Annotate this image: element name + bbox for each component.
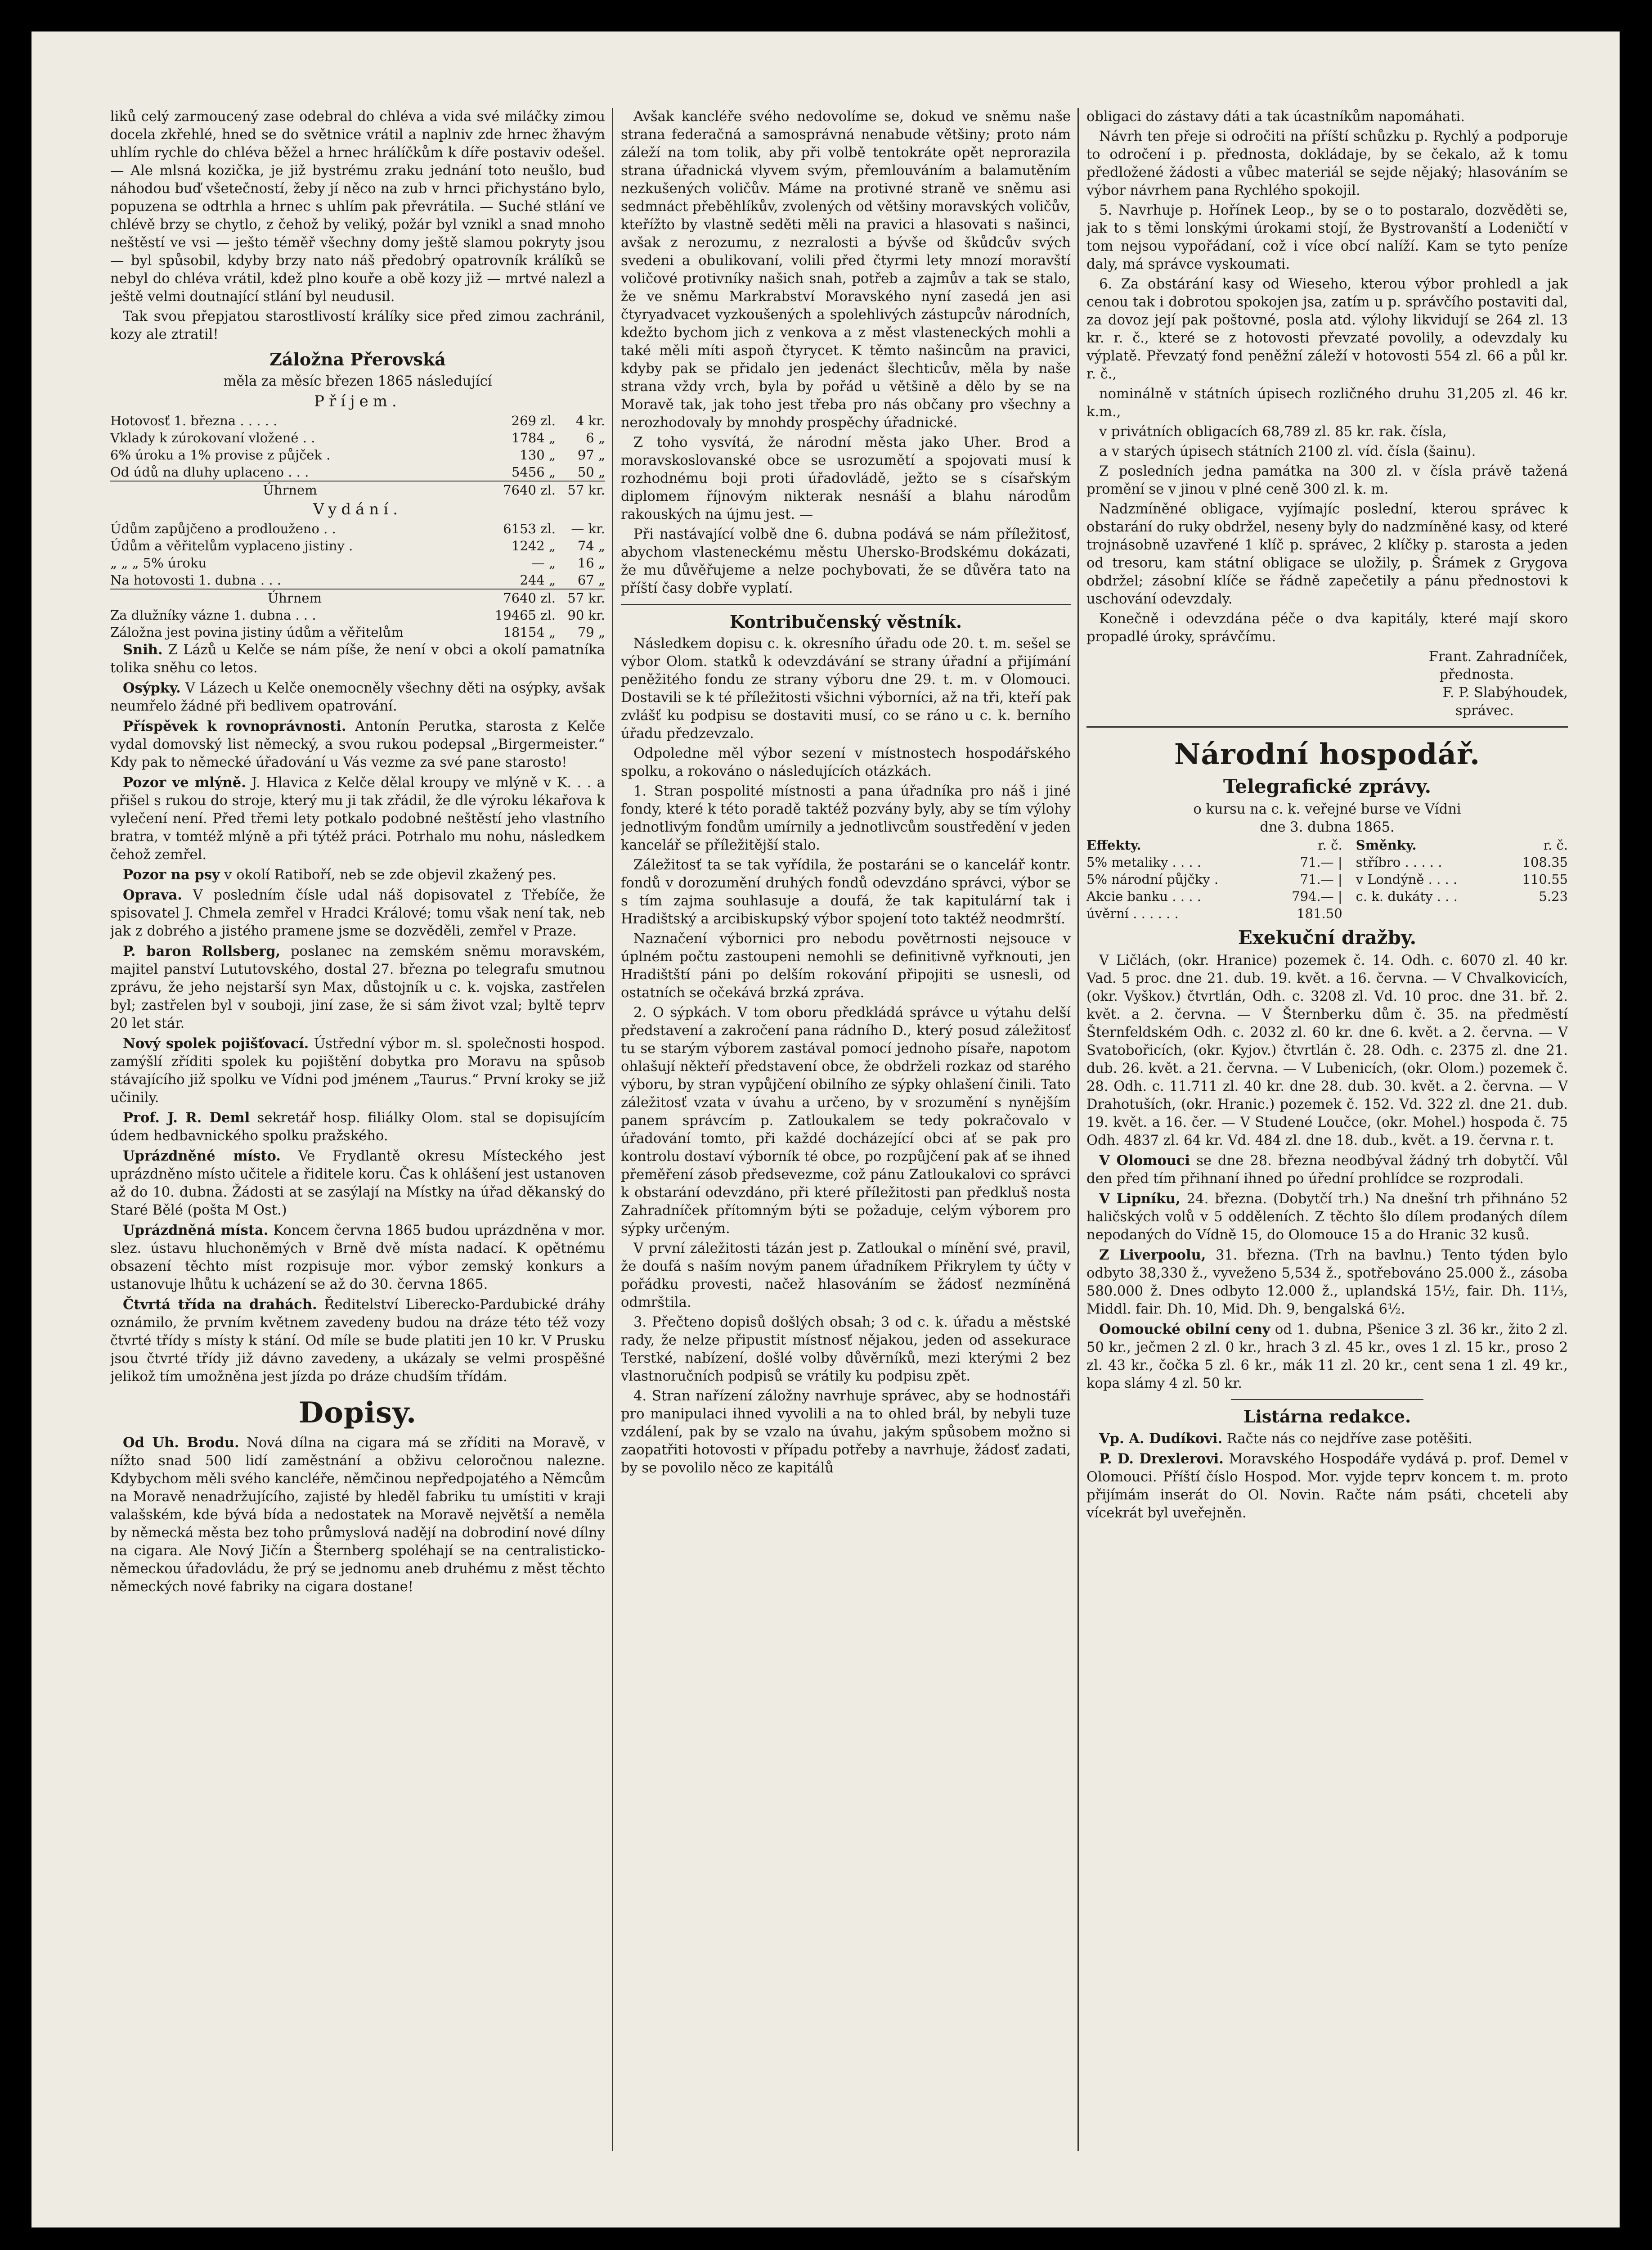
news-item	[110, 1109, 605, 1145]
column-middle	[621, 108, 1071, 2160]
table-row: Záložna jest povina jistiny údům a věřitelům 18154 „ 79 „	[110, 625, 605, 640]
table-row: Od údů na dluhy uplaceno . . . 5456 „ 50 „	[110, 464, 605, 480]
table-row: Za dlužníky vázne 1. dubna . . . 19465 zl. 90 kr.	[110, 608, 605, 623]
news-item	[110, 717, 605, 772]
news-item-text: Antonín Perutka, starosta z Kelče vydal domovský list německý, a svou rukou podepsal „Birgermeister.“ Kdy pak to německé úřadování u Vás vezme za své pane starosto!	[110, 719, 605, 770]
section-divider	[1086, 726, 1568, 728]
table-row: 5% národní půjčky . 71.— | v Londýně . . . . 110.55	[1086, 872, 1568, 887]
article-paragraph: 4. Stran nařízení záložny navrhuje správec, aby se hodnostáři pro manipulaci ihned vyvolili a na to ohled brál, by nebyli tuze vzdálení, pak by se vzalo na úvahu, jakým spůsobem možno si zaopatřiti hotovosti v případu potřeby a navrhuje, žádosť zadati, by se povolilo něco ze kapitálů	[621, 1388, 1071, 1476]
column-rule	[1077, 108, 1079, 2151]
article-paragraph: Nadzmíněné obligace, vyjímajíc poslední, kterou správec k obstarání do ruky obdržel, neseny byly do nadzmíněné kasy, od které trojnásobně uzavřené 1 klíč p. správec, 2 klíčky p. starosta a jeden od tresoru, kam státní obligace se uložily, p. Šrámek z Grygova obdržel; zásobní klíče se řádně zapečetily a pánu přednostovi k uschování odevzdaly.	[1086, 501, 1568, 607]
story-goats: liků celý zarmoucený zase odebral do chléva a vida své miláčky zimou docela zkřehlé, hned se do světnice vrátil a naplniv zde hrnec žhavým uhlím rychle do chléva běžel a hrnec hrálíčkům k díře postaviv odešel. — Ale mlsná kozička, je již bystrému zraku jednání toto neušlo, buď náhodou buď všetečností, žeby jí něco na zub v hrnci přichystáno bylo, popuzena se odtrhla a hrnec s uhlím pak převrátila. — Suché stlání ve chlévě brzy se chytlo, z čehož by veliký, požár byl vznikl a snad mnoho neštěstí ve vsi — ješto téměř všechny domy ještě slamou pokryty jsou — byl spůsobil, kdyby brzy nato náš předobrý opatrovník králíků se nebyl do chléva vrátil, kdež plno kouře a obě kozy již — mrtvé nalezl a ještě velmi doutnající stlání byl neudusil.	[110, 109, 605, 305]
news-item-text: sekretář hosp. filiálky Olom. stal se dopisujícím údem hedbavnického spolku pražského.	[110, 1110, 605, 1144]
article-paragraph: V Ličlách, (okr. Hranice) pozemek č. 14. Odh. c. 6070 zl. 40 kr. Vad. 5 proc. dne 21. dub. 19. květ. a 16. června. — V Chvalkovicích, (okr. Vyškov.) čtvrtlán, Odh. c. 3208 zl. Vd. 10 proc. dne 31. bř. 2. květ. a 2. června. — V Šternberku dům č. 35. na předměstí Šternfeldském Odh. c. 2032 zl. 60 kr. dne 6. květ. a 2. června. — V Svatobořicích, (okr. Kyjov.) čtvrtlán č. 28. Odh. c. 2375 zl. dne 21. dub. 26. květ. a 21. června. — V Lubenicích, (okr. Olom.) pozemek č. 28. Odh. c. 11.711 zl. 40 kr. dne 28. dub. 30. květ. a 2. června. — V Drahotuších, (okr. Hranic.) pozemek č. 152. Vd. 322 zl. dne 21. dub. 19. květ. a 16. čer. — V Studené Loučce, (okr. Mohel.) hospoda č. 75 Odh. 4837 zl. 64 kr. Vd. 484 zl. dne 18. dub., květ. a 19. června r. t.	[1086, 953, 1568, 1148]
market-liverpool: Z Liverpoolu, 31. března. (Trh na bavlnu.) Tento týden bylo odbyto 38,330 ž., vyveženo 5,534 ž., spotřebováno 25.000 ž., zásoba 580.000 ž. Dnes odbyto 12.000 ž., uplandská 15½, fair. Dh. 11⅓, Middl. fair. Dh. 10, Mid. Dh. 9, bengalská 6½.	[1086, 1247, 1568, 1317]
news-item-lead: Uprázdněné místo.	[123, 1148, 281, 1164]
table-row: 5% metaliky . . . . 71.— | stříbro . . . . . 108.35	[1086, 855, 1568, 870]
article-paragraph: Následkem dopisu c. k. okresního úřadu ode 20. t. m. sešel se výbor Olom. statků k odevzdávání se strany úřadní a přijímání peněžitého fondu ze strany výboru dne 29. t. m. v Olomouci. Dostavili se k té příležitosti všichni výborníci, až na tři, kteří pak zvlášť ku podpisu se dostaviti musí, co se ráno u c. k. berního úřadu předzevzalo.	[621, 636, 1071, 742]
article-paragraph: 2. O sýpkách. V tom oboru předkládá správce u výtahu delší představení a zakročení pana rádního D., který posud záležitosť tu se starým výborem zastával pomocí jednoho písaře, napotom ohlašují někteří představení obce, že obdrželi rozkaz od starého výboru, by stran vypůjčení obilního ze sýpky ohlašení činili. Tato záležitosť vzata v úvahu a určeno, by v srozumění s nynějším panem správcím p. Zatloukalem se tedy pokračovalo v úřadování tomto, při každé docházející obci ať se pak pro kontrolu dostaví výborník té obce, po rozpůjčení pak ať se ihned přeměření zásob předsevezme, což pánu Zatloukalovi co správci k obstarání odevzdáno, při které příležitosti pan předkluš nosta Zahradníček přítomným býti se požaduje, celým výborem pro sýpky určeným.	[621, 1005, 1071, 1237]
news-item	[110, 774, 605, 864]
news-item-lead: Pozor na psy	[123, 867, 220, 883]
prijem-table	[110, 412, 605, 499]
article-paragraph: 5. Navrhuje p. Hořínek Leop., by se o to postaralo, dozvěděti se, jak to s těmi lonskými úrokami stojí, že Bystrovanští a Lodeničtí v tom nejsou vypořádaní, což i více obcí nalíží. Kam se tyto peníze daly, má správce vyskoumati.	[1086, 202, 1568, 272]
article-paragraph: a v starých úpisech státních 2100 zl. víd. čísla (šainu).	[1099, 444, 1476, 459]
article-paragraph: Záležitosť ta se tak vyřídila, že postaráni se o kancelář kontr. fondů v dorozumění druhých fondů odevzdáno správci, výbor se s tím zajma souhlasuje a doufá, že tak kapitulární tak i Hradištský a arcibiskupský výbor spojení toto taktéž neodmrští.	[621, 857, 1071, 927]
news-item	[110, 641, 605, 677]
news-item	[110, 866, 605, 884]
dopis-uh-brod	[110, 1434, 605, 1596]
article-paragraph: 6. Za obstárání kasy od Wieseho, kterou výbor prohledl a jak cenou tak i dobrotou spokojen jsa, zatím u p. správčího postaviti dal, za dovoz její pak poštovné, posla atd. výlohy likvidují se 264 zl. 13 kr. r. č., které se z hotovosti převzaté povolily, a odevzdaly ku výplatě. Převzatý fond peněžní záleží v hotovosti 554 zl. 66 a půl kr. r. č.,	[1086, 276, 1568, 382]
news-item-lead: Osýpky.	[123, 680, 181, 696]
news-item-text: Ve Frydlantě okresu Místeckého jest uprázdněno místo učitele a řiditele koru. Čas k ohlášení jest ustanoven až do 10. dubna. Žádosti at se zasýlají na Místky na úřad děkanský do Staré Bělé (pošta M Ost.)	[110, 1148, 605, 1218]
vydani-title: Vydání.	[313, 500, 402, 518]
table-row: Akcie banku . . . . 794.— | c. k. dukáty . . . 5.23	[1086, 889, 1568, 904]
news-item-lead: Příspěvek k rovnoprávnosti.	[123, 718, 346, 734]
dopis-lead: Od Uh. Brodu.	[123, 1435, 239, 1451]
article-paragraph: Naznačení výbornici pro nebodu povětrnosti nejsouce v úplném počtu zastoupeni nemohli se definitivně vyřknouti, jen Hradištští páni po delším rokování připojiti se usnesli, od ostatních se očekává brzká zpráva.	[621, 931, 1071, 1001]
news-item-lead: Uprázdněná místa.	[123, 1222, 269, 1238]
article-paragraph: nominálně v státních úpisech rozličného druhu 31,205 zl. 46 kr. k.m.,	[1086, 386, 1568, 420]
news-item-text: poslanec na zemském sněmu moravském, majitel panství Lututovského, dostal 27. března po telegrafu smutnou zprávu, že jeho nejstarší syn Max, důstojník u c. k. vojska, zastřelen byl; zastřelen byl v souboji, jiní zase, že si sám život vzal; byltě teprv 20 let stár.	[110, 944, 605, 1031]
zalozna-subtitle: měla za měsíc březen 1865 následující	[223, 374, 492, 389]
exekucni-drazby-title: Exekuční dražby.	[1238, 927, 1417, 949]
news-item-lead: Nový spolek pojišťovací.	[123, 1035, 309, 1052]
editor-reply: P. D. Drexlerovi. Moravského Hospodáře vydává p. prof. Demel v Olomouci. Příští číslo Hospod. Mor. vyjde teprv koncem t. m. proto přijímám inserát do Ol. Novin. Račte nám psáti, chceteli aby vícekrát byl uveřejněn.	[1086, 1451, 1568, 1521]
market-olomouc: V Olomouci se dne 28. března neodbýval žádný trh dobytčí. Vůl den před tím přihnaní ihned po úřední prohlídce se rozprodali.	[1086, 1152, 1568, 1187]
market-lipnik: V Lipníku, 24. března. (Dobytčí trh.) Na dnešní trh přihnáno 52 haličských volů v 5 odděleních. Z těchto šlo dílem prodaných dílem nepodaných do Vídně 15, do Olomouce 15 a do Hranic 32 kusů.	[1086, 1191, 1568, 1243]
news-item-text: v okolí Ratiboří, neb se zde objevil zkažený pes.	[220, 867, 557, 883]
zalozna-title: Záložna Přerovská	[269, 349, 446, 369]
newspaper-page	[31, 32, 1620, 2228]
prijem-total-row: Úhrnem 7640 zl. 57 kr.	[110, 481, 605, 499]
article-paragraph: Při nastávající volbě dne 6. dubna podává se nám příležitosť, abychom vlasteneckému městu Uhersko-Brodskému dokázati, že mu důvěřujeme a nelze pochybovati, že se důvěra tato na příští časy dobře vyplatí.	[621, 526, 1071, 596]
news-item-lead: Prof. J. R. Deml	[123, 1110, 250, 1126]
signature-name: Frant. Zahradníček,	[1428, 649, 1568, 665]
table-row: Vklady k zúrokovaní vložené . . 1784 „ 6 „	[110, 430, 605, 446]
news-item-lead: Pozor ve mlýně.	[123, 774, 246, 791]
section-divider	[1231, 1399, 1423, 1400]
table-row: „ „ „ 5% úroku — „ 16 „	[110, 555, 605, 571]
column-left	[110, 108, 605, 2160]
news-item-text: Ústřední výbor m. sl. společnosti hospod. zamýšlí zříditi spolek ku pojištění dobytka pro Moravu na spůsob stávajícího již spolku ve Vídni pod jménem „Taurus.“ První kroky se již učinily.	[110, 1036, 605, 1106]
table-row: Údům zapůjčeno a prodlouženo . . 6153 zl. — kr.	[110, 521, 605, 536]
exchange-table	[1086, 837, 1568, 922]
kontribucensky-vestnik-title: Kontribučenský věstník.	[729, 612, 962, 632]
article-paragraph: Konečně i odevzdána péče o dva kapitály, které mají skoro propadlé úroky, správčímu.	[1086, 611, 1568, 645]
table-header: Effekty. r. č. Směnky. r. č.	[1086, 837, 1568, 853]
news-item	[110, 1035, 605, 1107]
article-paragraph: 3. Přečteno dopisů došlých obsah; 3 od c. k. úřadu a městské rady, že nelze připustit místnosť nějakou, jeden od assekurace Terstké, nabízení, došlé volby důvěrníků, mezi kterými 2 bez vlastnoručních podpisů se vrátily ku podpisu zpět.	[621, 1314, 1071, 1384]
news-item	[110, 679, 605, 716]
story-goats-end: Tak svou přepjatou starostlivostí králíky sice před zimou zachránil, kozy ale ztratil!	[110, 309, 605, 342]
table-row: úvěrní . . . . . . 181.50	[1086, 906, 1342, 921]
article-paragraph: obligaci do zástavy dáti a tak úcastníkům napomáhati.	[1086, 109, 1465, 125]
article-paragraph: Z posledních jedna památka na 300 zl. v čísla právě tažená promění se v jinou v plné ceně 300 zl. k. m.	[1086, 464, 1568, 497]
column-rule	[612, 108, 613, 2151]
news-list	[110, 641, 605, 1386]
news-item-text: V posledním čísle udal náš dopisovatel z Třebíče, že spisovatel J. Chmela zemřel v Hradci Králové; tomu však není tak, neb jak z dobrého a jistého pramene jsme se dozvěděli, zemřel v Praze.	[110, 887, 605, 939]
table-row: Hotovosť 1. března . . . . . 269 zl. 4 kr.	[110, 413, 605, 428]
news-item	[110, 1296, 605, 1386]
dopis-text: Nová dílna na cigara má se zříditi na Moravě, v nížto snad 500 lidí zaměstnání a obživu celoročnou nalezne. Kdybychom měli svého kancléře, němčinou nepředpojatého a Němcům na Moravě nenadržujícího, zajisté by hleděl fabriku tu umístiti v kraji valašském, kde bývá bída a nedostatek na Moravě největší a neměla by německá města bez toho průmyslová nadějí na dobrodiní nové dílny na cigara. Ale Nový Jičín a Šternberg spoléhají se na centralisticko-německou úřadovládu, že prý se jednomu aneb druhému z měst těchto německých nové fabriky na cigara dostane!	[110, 1435, 605, 1595]
grain-prices: Oomoucké obilní ceny od 1. dubna, Pšenice 3 zl. 36 kr., žito 2 zl. 50 kr., ječmen 2 zl. 0 kr., hrach 3 zl. 45 kr., oves 1 zl. 15 kr., proso 2 zl. 43 kr., čočka 5 zl. 6 kr., mák 11 zl. 20 kr., cent sena 1 zl. 49 kr., kopa slámy 4 zl. 50 kr.	[1086, 1321, 1568, 1391]
telegraficke-date: dne 3. dubna 1865.	[1260, 819, 1395, 835]
news-item-lead: Snih.	[123, 642, 163, 658]
news-item	[110, 886, 605, 940]
article-paragraph: Z toho vysvítá, že národní města jako Uher. Brod a moravskoslovanské obce se usrozumětí a spojovati musí k rozhodnému boji proti úřadovládě, ježto se s císařským diplomem říjnovým nikterak nesnáší a blahu národům rakouských na újmu jest. —	[621, 435, 1071, 522]
article-paragraph: Odpoledne měl výbor sezení v místnostech hospodářského spolku, a rokováno o následujících otázkách.	[621, 746, 1071, 779]
news-item-text: Koncem června 1865 budou uprázdněna v mor. slez. ústavu hluchoněmých v Brně dvě místa nadací. K opětnému obsazení těchto míst rozpisuje mor. výbor zemský konkurs a ustanovuje lhůtu k ucházení se až do 30. června 1865.	[110, 1223, 605, 1292]
news-item-text: J. Hlavica z Kelče dělal kroupy ve mlýně v K. . . a přišel s rukou do stroje, který mu ji tak zřádil, že dle výroku lékařova k vylečení není. Před třemi lety potkalo podobné neštěstí jeho vlastního bratra, v tomtéž mlýně a při týtéž práci. Potrhalo mu nohu, následkem čehož zemřel.	[110, 775, 605, 863]
article-paragraph: 1. Stran pospolité místnosti a pana úřadníka pro náš i jiné fondy, které k této poradě taktéž pozvány byly, aby se tím výlohy jednotlivým fondům umírnily a jednotlivcům soustředění v jeden kancelář se příležitější stalo.	[621, 783, 1071, 853]
telegraficke-zpravy-title: Telegrafické zprávy.	[1223, 775, 1432, 797]
news-item	[110, 942, 605, 1033]
dopisy-title: Dopisy.	[298, 1396, 417, 1430]
news-item-text: Z Lázů u Kelče se nám píše, že není v obci a okolí pamatníka tolika sněhu co letos.	[110, 642, 605, 676]
table-row: 6% úroku a 1% provise z půjček . 130 „ 97 „	[110, 447, 605, 463]
news-item-lead: Oprava.	[123, 887, 182, 903]
news-item-lead: Čtvrtá třída na drahách.	[123, 1296, 317, 1313]
vydani-total-row: Úhrnem 7640 zl. 57 kr.	[110, 589, 605, 607]
news-item-text: V Lázech u Kelče onemocněly všechny děti na osýpky, avšak neumřelo žádné při bedlivem opatrování.	[110, 680, 605, 714]
article-paragraph: V první záležitosti tázán jest p. Zatloukal o mínění své, pravil, že doufá s naším novým panem úřadníkem Přikrylem ty účty v pořádku provesti, načež hlasováním se žádosť nezmíněná odmrštila.	[621, 1241, 1071, 1310]
vydani-table	[110, 520, 605, 641]
table-row: Údům a věřitelům vyplaceno jistiny . 1242 „ 74 „	[110, 538, 605, 554]
column-right	[1086, 108, 1568, 2160]
editor-reply: Vp. A. Dudíkovi. Račte nás co nejdříve zase potěšiti.	[1099, 1431, 1472, 1447]
signature-name: F. P. Slabýhoudek,	[1442, 685, 1568, 701]
table-row: Na hotovosti 1. dubna . . . 244 „ 67 „	[110, 572, 605, 588]
article-paragraph: v privátních obligacích 68,789 zl. 85 kr. rak. čísla,	[1099, 424, 1447, 440]
signature-title: přednosta.	[1439, 667, 1514, 683]
news-item-lead: P. baron Rollsberg,	[123, 943, 281, 959]
listarna-redakce-title: Listárna redakce.	[1243, 1406, 1411, 1426]
signature-title: správec.	[1455, 703, 1514, 719]
article-paragraph: Avšak kancléře svého nedovolíme se, dokud ve sněmu naše strana federačná a samosprávná nenabude většiny; proto nám záleží na tom tolik, aby při volbě tentokráte opět neprorazila strana úřadnická vlyvem svým, přemlouváním a balamutěním nezkušených voličův. Máme na protivné straně ve sněmu asi sedmnáct přeběhlíkův, zvolených od většiny moravských voličův, kteřížto by vlastně seděti měli na pravici a hlasovati s našinci, avšak z nerozumu, z nezralosti a bývše od škůdcův svých svedeni a obulikovaní, volili před čtyrmi lety mnozí moravští voličové protivníky našich snah, potřeb a zajmův a tak se stalo, že ve sněmu Markrabství Moravského nyní zasedá jen asi čtyryadvacet vyzkoušených a spolehlivých zástupcův národních, kdežto bychom jich z venkova a z měst vlasteneckých mohli a také měli míti aspoň čtyrycet. K těmto našincům na pravici, kdyby pak se přidalo jen jedenáct šlechticův, měla by naše strana vždy vrch, byla by pořád u většině a dělo by se na Moravě tak, jak toho jest třeba pro nás občany pro všechny a nerozhodovaly by mnohdy prospěchy úřadnické.	[621, 109, 1071, 431]
article-paragraph: Návrh ten přeje si odročiti na příští schůzku p. Rychlý a podporuje to odročení i p. přednosta, dokládaje, by se čekalo, až k tomu předložené žádosti a vůbec materiál se sejde nějaký; hlasováním se výbor návrhem pana Rychlého spokojil.	[1086, 129, 1568, 198]
narodni-hospodar-title: Národní hospodář.	[1174, 738, 1481, 771]
news-item	[110, 1147, 605, 1220]
news-item-text: Ředitelství Liberecko-Pardubické dráhy oznámilo, že prvním květnem zavedeny budou na dráze této též vozy čtvrté třídy s místy k stání. Od míle se bude platiti jen 10 kr. V Prusku jsou čtvrté třídy již dávno zavedeny, a ukázaly se velmi prospěšné jelikož tím umožněna jest jízda po dráze chudším třídám.	[110, 1297, 605, 1385]
section-divider	[621, 604, 1071, 605]
telegraficke-subtitle: o kursu na c. k. veřejné burse ve Vídni	[1193, 801, 1461, 817]
news-item	[110, 1221, 605, 1294]
prijem-title: Příjem.	[314, 392, 401, 410]
